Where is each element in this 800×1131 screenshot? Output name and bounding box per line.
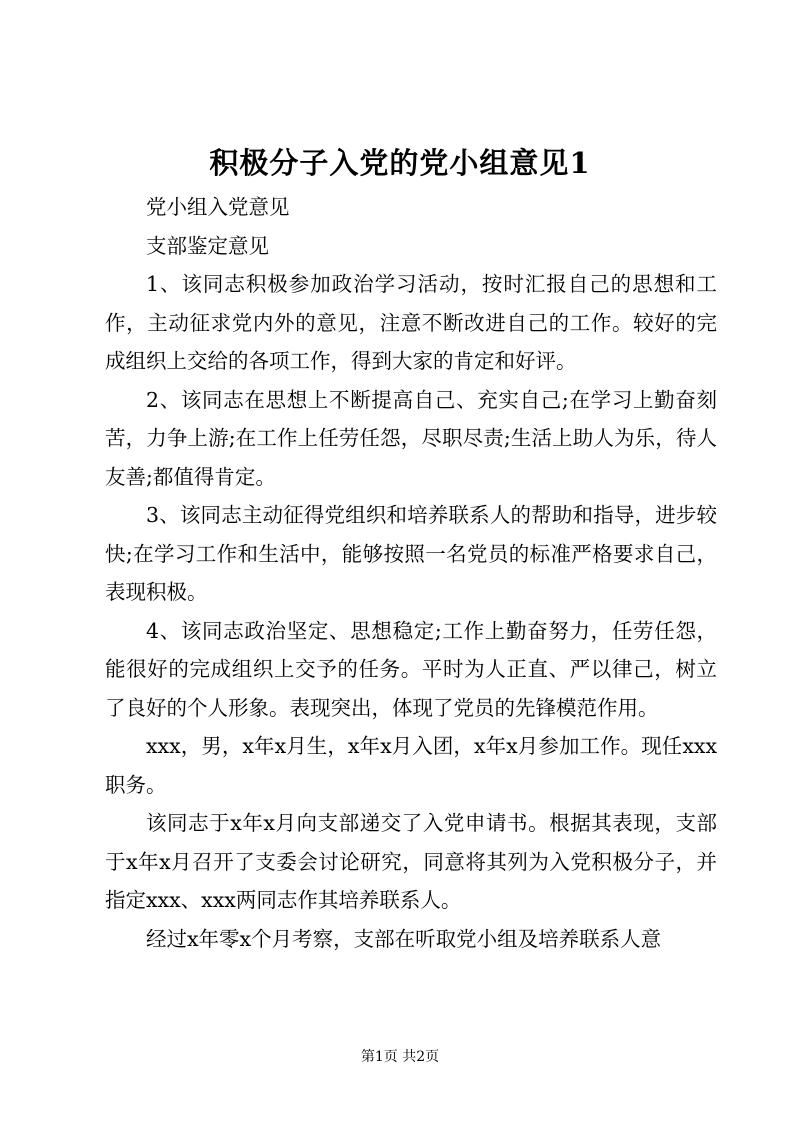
document-title: 积极分子入党的党小组意见1 (209, 146, 591, 180)
paragraph-profile: xxx，男，x年x月生，x年x月入团，x年x月参加工作。现任xxx职务。 (105, 734, 717, 797)
document-body (105, 188, 717, 958)
paragraph-inspection: 经过x年零x个月考察，支部在听取党小组及培养联系人意 (146, 926, 662, 951)
page-footer: 第1页 共2页 (360, 1049, 440, 1065)
paragraph-application: 该同志于x年x月向支部递交了入党申请书。根据其表现，支部于x年x月召开了支委会讨论研究，同意将其列为入党积极分子，并指定xxx、xxx两同志作其培养联系人。 (105, 811, 717, 912)
paragraph-1: 1、该同志积极参加政治学习活动，按时汇报自己的思想和工作，主动征求党内外的意见，注意不断改进自己的工作。较好的完成组织上交给的各项工作，得到大家的肯定和好评。 (105, 272, 717, 373)
paragraph-4: 4、该同志政治坚定、思想稳定;工作上勤奋努力，任劳任怨，能很好的完成组织上交予的任务。平时为人正直、严以律己，树立了良好的个人形象。表现突出，体现了党员的先锋模范作用。 (105, 618, 717, 720)
paragraph-3: 3、该同志主动征得党组织和培养联系人的帮助和指导，进步较快;在学习工作和生活中，能够按照一名党员的标准严格要求自己，表现积极。 (105, 503, 717, 604)
subheading-branch-appraisal: 支部鉴定意见 (146, 233, 269, 258)
paragraph-2: 2、该同志在思想上不断提高自己、充实自己;在学习上勤奋刻苦，力争上游;在工作上任劳任怨，尽职尽责;生活上助人为乐，待人友善;都值得肯定。 (105, 387, 717, 489)
subheading-party-group-opinion: 党小组入党意见 (146, 195, 290, 219)
